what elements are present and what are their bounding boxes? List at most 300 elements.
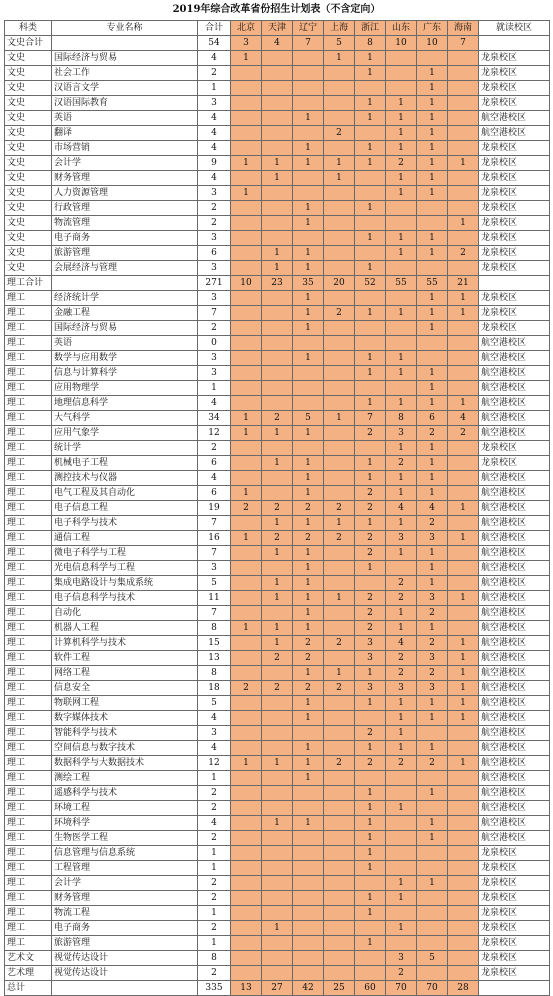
province-quota-cell: [448, 951, 479, 966]
major-cell: 信息安全: [52, 681, 198, 696]
province-quota-cell: 1: [355, 561, 386, 576]
province-quota-cell: [231, 441, 262, 456]
province-quota-cell: [324, 651, 355, 666]
province-quota-cell: 55: [417, 276, 448, 291]
province-quota-cell: [324, 966, 355, 981]
province-quota-cell: [324, 951, 355, 966]
province-quota-cell: [448, 126, 479, 141]
province-quota-cell: 2: [355, 591, 386, 606]
table-row: [5, 336, 550, 351]
province-quota-cell: 1: [448, 696, 479, 711]
table-row: [5, 366, 550, 381]
province-quota-cell: 1: [324, 411, 355, 426]
province-quota-cell: 1: [417, 156, 448, 171]
total-cell: 3: [198, 366, 231, 381]
province-quota-cell: 2: [262, 651, 293, 666]
enrollment-plan-table: [4, 20, 550, 996]
major-cell: 数学与应用数学: [52, 351, 198, 366]
province-quota-cell: 1: [355, 156, 386, 171]
province-quota-cell: 5: [293, 411, 324, 426]
province-quota-cell: 1: [386, 111, 417, 126]
province-quota-cell: [262, 936, 293, 951]
category-cell: 文史: [5, 171, 52, 186]
major-cell: [52, 981, 198, 996]
province-quota-cell: [293, 786, 324, 801]
campus-cell: 航空港校区: [479, 741, 550, 756]
campus-cell: 航空港校区: [479, 651, 550, 666]
province-quota-cell: [262, 201, 293, 216]
province-quota-cell: 1: [386, 186, 417, 201]
province-quota-cell: 1: [417, 246, 448, 261]
province-quota-cell: 1: [355, 396, 386, 411]
province-quota-cell: 3: [417, 531, 448, 546]
major-cell: 电子商务: [52, 231, 198, 246]
province-quota-cell: 2: [231, 501, 262, 516]
province-quota-cell: 2: [355, 501, 386, 516]
province-quota-cell: 1: [386, 621, 417, 636]
table-row: [5, 426, 550, 441]
province-quota-cell: [262, 966, 293, 981]
table-row: [5, 546, 550, 561]
province-quota-cell: [262, 711, 293, 726]
province-quota-cell: 35: [293, 276, 324, 291]
province-quota-cell: 1: [355, 456, 386, 471]
major-cell: 经济统计学: [52, 291, 198, 306]
province-quota-cell: 1: [386, 891, 417, 906]
campus-cell: 航空港校区: [479, 336, 550, 351]
campus-cell: 龙泉校区: [479, 936, 550, 951]
total-cell: 4: [198, 471, 231, 486]
province-quota-cell: 2: [386, 456, 417, 471]
total-cell: 2: [198, 216, 231, 231]
campus-cell: 航空港校区: [479, 771, 550, 786]
table-row: [5, 786, 550, 801]
table-row: [5, 111, 550, 126]
major-cell: 电子科学与技术: [52, 516, 198, 531]
total-cell: 3: [198, 351, 231, 366]
major-cell: 财务管理: [52, 891, 198, 906]
province-quota-cell: 1: [231, 411, 262, 426]
province-quota-cell: [231, 636, 262, 651]
province-quota-cell: 1: [262, 156, 293, 171]
province-quota-cell: [293, 891, 324, 906]
campus-cell: 龙泉校区: [479, 96, 550, 111]
major-cell: 测控技术与仪器: [52, 471, 198, 486]
province-quota-cell: [448, 336, 479, 351]
province-quota-cell: 1: [293, 351, 324, 366]
major-cell: 自动化: [52, 606, 198, 621]
province-quota-cell: [324, 141, 355, 156]
province-quota-cell: 25: [324, 981, 355, 996]
province-quota-cell: [231, 936, 262, 951]
total-cell: 2: [198, 786, 231, 801]
province-quota-cell: [324, 231, 355, 246]
province-quota-cell: [262, 231, 293, 246]
province-quota-cell: [448, 966, 479, 981]
province-quota-cell: 1: [417, 741, 448, 756]
province-quota-cell: 1: [355, 666, 386, 681]
province-quota-cell: 2: [386, 576, 417, 591]
table-row: [5, 531, 550, 546]
province-quota-cell: [262, 306, 293, 321]
province-quota-cell: [448, 171, 479, 186]
province-quota-cell: 1: [386, 306, 417, 321]
province-quota-cell: 1: [386, 396, 417, 411]
province-quota-cell: [386, 216, 417, 231]
campus-cell: 龙泉校区: [479, 906, 550, 921]
province-quota-cell: [262, 561, 293, 576]
category-cell: 理工: [5, 651, 52, 666]
province-quota-cell: [448, 366, 479, 381]
category-cell: 理工: [5, 351, 52, 366]
province-quota-cell: [386, 66, 417, 81]
category-cell: 理工: [5, 876, 52, 891]
province-quota-cell: 1: [293, 621, 324, 636]
province-quota-cell: [262, 141, 293, 156]
province-quota-cell: 1: [355, 51, 386, 66]
table-row: [5, 876, 550, 891]
province-quota-cell: [231, 831, 262, 846]
province-quota-cell: [324, 471, 355, 486]
province-quota-cell: [231, 366, 262, 381]
campus-cell: 航空港校区: [479, 531, 550, 546]
province-quota-cell: [386, 561, 417, 576]
province-quota-cell: [324, 906, 355, 921]
table-row: [5, 456, 550, 471]
total-cell: 1: [198, 381, 231, 396]
province-quota-cell: 3: [386, 531, 417, 546]
province-quota-cell: [448, 816, 479, 831]
province-quota-cell: [417, 921, 448, 936]
major-cell: 电子信息工程: [52, 501, 198, 516]
province-quota-cell: 3: [386, 951, 417, 966]
header-category: 科类: [5, 21, 52, 36]
province-quota-cell: 1: [417, 816, 448, 831]
total-cell: 0: [198, 336, 231, 351]
province-quota-cell: 2: [324, 681, 355, 696]
province-quota-cell: 10: [386, 36, 417, 51]
province-quota-cell: [448, 486, 479, 501]
province-quota-cell: 2: [417, 636, 448, 651]
province-quota-cell: [417, 966, 448, 981]
province-quota-cell: 2: [355, 531, 386, 546]
category-cell: 理工: [5, 636, 52, 651]
province-quota-cell: [448, 726, 479, 741]
major-cell: 汉语国际教育: [52, 96, 198, 111]
province-quota-cell: [231, 66, 262, 81]
province-quota-cell: [448, 381, 479, 396]
campus-cell: 航空港校区: [479, 126, 550, 141]
campus-cell: 龙泉校区: [479, 891, 550, 906]
province-quota-cell: [293, 441, 324, 456]
province-quota-cell: 3: [386, 681, 417, 696]
province-quota-cell: 1: [324, 516, 355, 531]
province-quota-cell: [324, 801, 355, 816]
campus-cell: 龙泉校区: [479, 201, 550, 216]
province-quota-cell: 2: [324, 126, 355, 141]
province-quota-cell: [324, 816, 355, 831]
major-cell: 物联网工程: [52, 696, 198, 711]
province-quota-cell: 1: [417, 456, 448, 471]
total-cell: 3: [198, 726, 231, 741]
table-row: [5, 351, 550, 366]
table-row: [5, 711, 550, 726]
province-quota-cell: [231, 606, 262, 621]
category-cell: 理工: [5, 561, 52, 576]
category-cell: 文史: [5, 201, 52, 216]
province-quota-cell: 1: [293, 111, 324, 126]
province-quota-cell: [262, 126, 293, 141]
province-quota-cell: [448, 321, 479, 336]
province-quota-cell: [293, 381, 324, 396]
province-quota-cell: [448, 561, 479, 576]
table-row: [5, 486, 550, 501]
table-row: [5, 246, 550, 261]
total-cell: 4: [198, 711, 231, 726]
major-cell: 电子信息科学与技术: [52, 591, 198, 606]
province-quota-cell: [231, 921, 262, 936]
province-quota-cell: 1: [448, 291, 479, 306]
category-cell: 理工: [5, 486, 52, 501]
table-row: [5, 831, 550, 846]
province-quota-cell: 1: [355, 261, 386, 276]
total-cell: 3: [198, 231, 231, 246]
province-quota-cell: [324, 216, 355, 231]
summary-row: [5, 981, 550, 996]
category-cell: 总计: [5, 981, 52, 996]
category-cell: 理工: [5, 426, 52, 441]
category-cell: 理工: [5, 456, 52, 471]
province-quota-cell: 1: [324, 156, 355, 171]
province-quota-cell: 1: [231, 486, 262, 501]
campus-cell: 龙泉校区: [479, 951, 550, 966]
province-quota-cell: 6: [417, 411, 448, 426]
province-quota-cell: [417, 51, 448, 66]
province-quota-cell: 1: [417, 471, 448, 486]
province-quota-cell: 2: [417, 666, 448, 681]
province-quota-cell: 3: [231, 36, 262, 51]
total-cell: 11: [198, 591, 231, 606]
province-quota-cell: 1: [417, 561, 448, 576]
province-quota-cell: 1: [355, 831, 386, 846]
province-quota-cell: 2: [355, 606, 386, 621]
province-quota-cell: 1: [448, 216, 479, 231]
province-quota-cell: 2: [324, 636, 355, 651]
major-cell: 信息管理与信息系统: [52, 846, 198, 861]
province-quota-cell: 1: [417, 396, 448, 411]
total-cell: 2: [198, 921, 231, 936]
province-quota-cell: [231, 471, 262, 486]
category-cell: 文史: [5, 156, 52, 171]
total-cell: 2: [198, 801, 231, 816]
table-row: [5, 801, 550, 816]
province-quota-cell: 1: [386, 441, 417, 456]
category-cell: 文史合计: [5, 36, 52, 51]
province-quota-cell: 1: [417, 231, 448, 246]
province-quota-cell: 4: [448, 411, 479, 426]
province-quota-cell: [231, 861, 262, 876]
table-row: [5, 51, 550, 66]
province-quota-cell: [231, 171, 262, 186]
province-quota-cell: 1: [386, 921, 417, 936]
province-quota-cell: 1: [355, 741, 386, 756]
province-quota-cell: [448, 456, 479, 471]
province-quota-cell: [231, 81, 262, 96]
province-quota-cell: [262, 51, 293, 66]
province-quota-cell: [417, 261, 448, 276]
province-quota-cell: 4: [386, 501, 417, 516]
category-cell: 文史: [5, 81, 52, 96]
province-quota-cell: 1: [293, 456, 324, 471]
province-quota-cell: 3: [417, 591, 448, 606]
province-quota-cell: 1: [448, 156, 479, 171]
total-cell: 7: [198, 516, 231, 531]
province-quota-cell: [448, 111, 479, 126]
total-cell: 54: [198, 36, 231, 51]
header-province: 辽宁: [293, 21, 324, 36]
major-cell: 财务管理: [52, 171, 198, 186]
table-row: [5, 156, 550, 171]
total-cell: 6: [198, 486, 231, 501]
total-cell: 3: [198, 561, 231, 576]
campus-cell: 龙泉校区: [479, 291, 550, 306]
header-campus: 就读校区: [479, 21, 550, 36]
province-quota-cell: [262, 396, 293, 411]
province-quota-cell: 8: [386, 411, 417, 426]
total-cell: 5: [198, 576, 231, 591]
table-row: [5, 756, 550, 771]
province-quota-cell: [324, 861, 355, 876]
category-cell: 理工: [5, 501, 52, 516]
province-quota-cell: [324, 741, 355, 756]
province-quota-cell: 1: [417, 141, 448, 156]
province-quota-cell: [355, 246, 386, 261]
province-quota-cell: 1: [355, 306, 386, 321]
category-cell: 理工: [5, 441, 52, 456]
province-quota-cell: [386, 906, 417, 921]
province-quota-cell: 2: [355, 726, 386, 741]
category-cell: 理工: [5, 861, 52, 876]
province-quota-cell: 28: [448, 981, 479, 996]
province-quota-cell: [262, 786, 293, 801]
province-quota-cell: [355, 216, 386, 231]
province-quota-cell: 1: [262, 756, 293, 771]
table-row: [5, 441, 550, 456]
table-row: [5, 936, 550, 951]
province-quota-cell: [262, 441, 293, 456]
province-quota-cell: [448, 786, 479, 801]
province-quota-cell: 2: [386, 666, 417, 681]
province-quota-cell: [355, 81, 386, 96]
province-quota-cell: [386, 321, 417, 336]
province-quota-cell: [324, 786, 355, 801]
province-quota-cell: [417, 771, 448, 786]
province-quota-cell: 2: [417, 516, 448, 531]
province-quota-cell: 1: [448, 756, 479, 771]
category-cell: 理工: [5, 411, 52, 426]
province-quota-cell: 1: [448, 501, 479, 516]
total-cell: 12: [198, 756, 231, 771]
campus-cell: [479, 981, 550, 996]
province-quota-cell: 1: [417, 876, 448, 891]
province-quota-cell: 1: [293, 561, 324, 576]
province-quota-cell: [355, 321, 386, 336]
province-quota-cell: 1: [262, 246, 293, 261]
category-cell: 理工: [5, 906, 52, 921]
province-quota-cell: 1: [355, 816, 386, 831]
province-quota-cell: [293, 951, 324, 966]
major-cell: 机器人工程: [52, 621, 198, 636]
province-quota-cell: 27: [262, 981, 293, 996]
province-quota-cell: 2: [231, 681, 262, 696]
table-row: [5, 321, 550, 336]
total-cell: 2: [198, 441, 231, 456]
province-quota-cell: [324, 426, 355, 441]
province-quota-cell: 1: [448, 651, 479, 666]
category-cell: 理工: [5, 336, 52, 351]
province-quota-cell: 1: [417, 786, 448, 801]
province-quota-cell: 1: [262, 816, 293, 831]
major-cell: 英语: [52, 111, 198, 126]
category-cell: 艺术文: [5, 951, 52, 966]
table-row: [5, 516, 550, 531]
province-quota-cell: 70: [386, 981, 417, 996]
province-quota-cell: [355, 966, 386, 981]
province-quota-cell: [355, 336, 386, 351]
province-quota-cell: 1: [386, 141, 417, 156]
category-cell: 文史: [5, 246, 52, 261]
page-title: 2019年综合改革省份招生计划表（不含定向）: [172, 4, 381, 15]
major-cell: 信息与计算科学: [52, 366, 198, 381]
category-cell: 理工: [5, 756, 52, 771]
province-quota-cell: 1: [324, 666, 355, 681]
major-cell: 会计学: [52, 156, 198, 171]
province-quota-cell: [262, 771, 293, 786]
province-quota-cell: 13: [231, 981, 262, 996]
table-row: [5, 561, 550, 576]
campus-cell: 航空港校区: [479, 396, 550, 411]
table-row: [5, 726, 550, 741]
table-row: [5, 141, 550, 156]
province-quota-cell: 1: [293, 486, 324, 501]
campus-cell: 航空港校区: [479, 831, 550, 846]
province-quota-cell: 8: [355, 36, 386, 51]
campus-cell: 航空港校区: [479, 546, 550, 561]
campus-cell: 龙泉校区: [479, 876, 550, 891]
category-cell: 理工: [5, 591, 52, 606]
header-province: 海南: [448, 21, 479, 36]
province-quota-cell: [262, 81, 293, 96]
table-row: [5, 621, 550, 636]
province-quota-cell: [231, 201, 262, 216]
major-cell: 物流管理: [52, 216, 198, 231]
major-cell: 市场营销: [52, 141, 198, 156]
table-row: [5, 171, 550, 186]
province-quota-cell: 2: [262, 681, 293, 696]
table-row: [5, 816, 550, 831]
province-quota-cell: 1: [355, 96, 386, 111]
total-cell: 8: [198, 666, 231, 681]
province-quota-cell: 1: [262, 621, 293, 636]
total-cell: 18: [198, 681, 231, 696]
campus-cell: 龙泉校区: [479, 321, 550, 336]
province-quota-cell: [293, 186, 324, 201]
category-cell: 理工: [5, 606, 52, 621]
province-quota-cell: [231, 801, 262, 816]
total-cell: 3: [198, 96, 231, 111]
total-cell: 13: [198, 651, 231, 666]
total-cell: 8: [198, 951, 231, 966]
